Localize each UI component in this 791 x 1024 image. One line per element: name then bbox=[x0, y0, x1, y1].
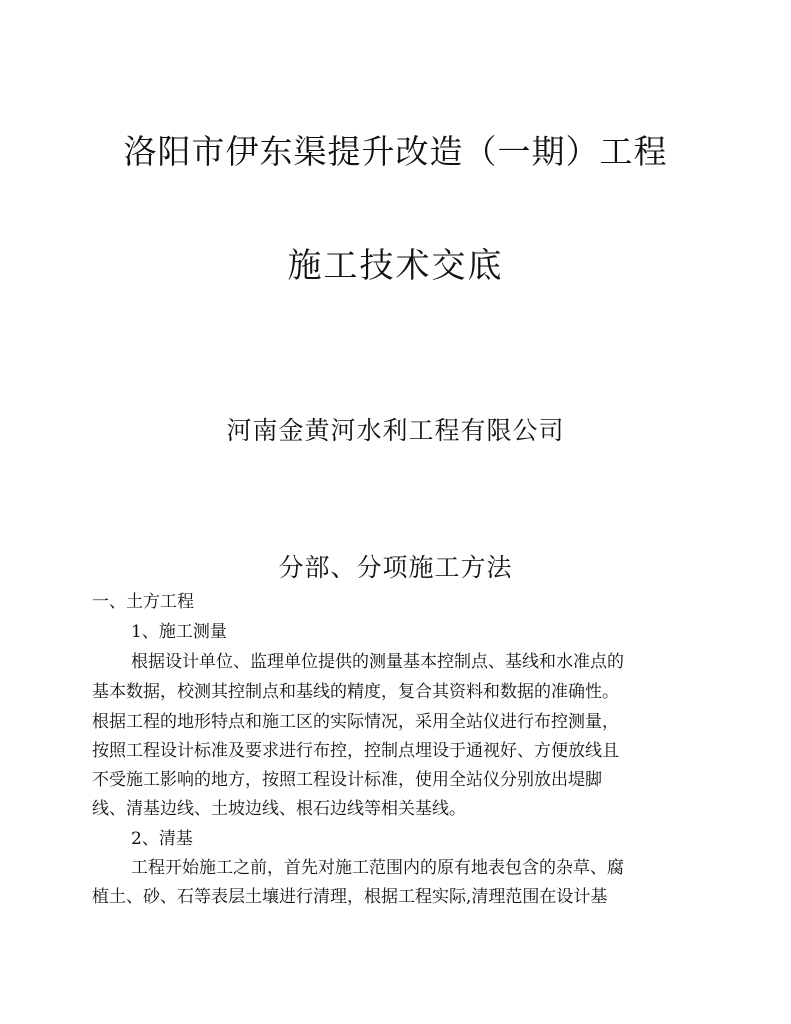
paragraph-line: 工程开始施工之前，首先对施工范围内的原有地表包含的杂草、腐 bbox=[131, 858, 624, 878]
paragraph-line: 线、清基边线、土坡边线、根石边线等相关基线。 bbox=[92, 799, 466, 819]
document-title-line-1: 洛阳市伊东渠提升改造（一期）工程 bbox=[123, 132, 668, 171]
subheading-survey: 1、施工测量 bbox=[131, 622, 227, 642]
document-title-line-2: 施工技术交底 bbox=[287, 246, 504, 286]
paragraph-line: 基本数据，校测其控制点和基线的精度，复合其资料和数据的准确性。 bbox=[92, 682, 619, 702]
section-title: 分部、分项施工方法 bbox=[278, 553, 513, 582]
company-name: 河南金黄河水利工程有限公司 bbox=[226, 416, 565, 445]
heading-earthwork: 一、土方工程 bbox=[92, 592, 194, 612]
paragraph-line: 植土、砂、石等表层土壤进行清理，根据工程实际,清理范围在设计基 bbox=[92, 887, 608, 907]
paragraph-line: 不受施工影响的地方，按照工程设计标准，使用全站仪分别放出堤脚 bbox=[92, 770, 602, 790]
subheading-clearing: 2、清基 bbox=[131, 829, 193, 849]
paragraph-line: 按照工程设计标准及要求进行布控，控制点埋设于通视好、方便放线且 bbox=[92, 741, 619, 761]
paragraph-line: 根据设计单位、监理单位提供的测量基本控制点、基线和水准点的 bbox=[131, 652, 624, 672]
paragraph-line: 根据工程的地形特点和施工区的实际情况，采用全站仪进行布控测量， bbox=[92, 712, 619, 732]
